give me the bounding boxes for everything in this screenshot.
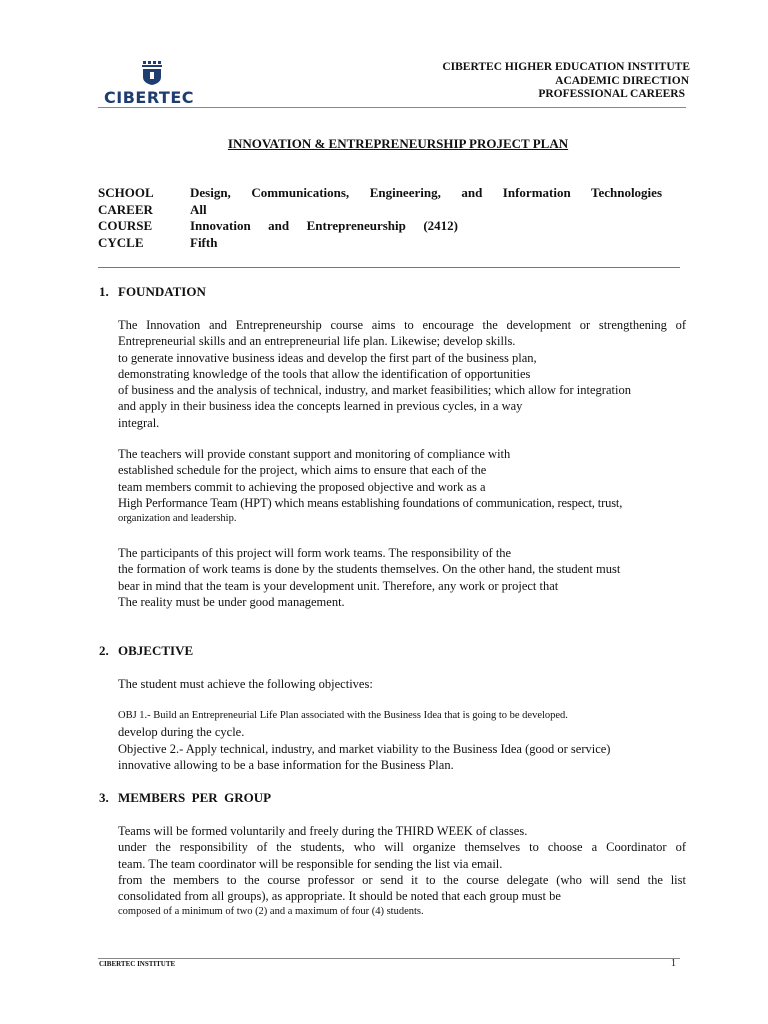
- info-row-school: [98, 185, 662, 202]
- text-line: organization and leadership.: [118, 513, 237, 525]
- text-line: team members commit to achieving the proposed objective and work as a: [118, 479, 486, 494]
- info-row-career: [98, 202, 662, 219]
- section-objective-heading: [99, 643, 193, 659]
- page-number: 1: [671, 958, 676, 969]
- text-line: High Performance Team (HPT) which means establishing foundations of communication, respect, trust,: [118, 495, 623, 510]
- course-value: Innovation and Entrepreneurship (2412): [190, 218, 458, 233]
- career-label: CAREER: [98, 201, 153, 217]
- text-line: established schedule for the project, which aims to ensure that each of the: [118, 463, 487, 478]
- info-divider: [98, 267, 680, 268]
- text-line: bear in mind that the team is your development unit. Therefore, any work or project that: [118, 578, 559, 593]
- document-title: INNOVATION & ENTREPRENEURSHIP PROJECT PLAN: [227, 136, 569, 151]
- text-line: composed of a minimum of two (2) and a maximum of four (4) students.: [118, 906, 424, 918]
- school-label: SCHOOL: [98, 185, 154, 200]
- institute-name: CIBERTEC HIGHER EDUCATION INSTITUTE: [442, 61, 690, 73]
- section-number: 3.: [99, 790, 109, 805]
- professional-careers: PROFESSIONAL CAREERS: [538, 88, 685, 100]
- text-line: and apply in their business idea the concepts learned in previous cycles, in a way: [118, 399, 523, 414]
- foundation-paragraph-1: [118, 317, 686, 431]
- objective-2-line-1: Objective 2.- Apply technical, industry, and market viability to the Business Idea (good or service): [118, 741, 611, 756]
- info-row-cycle: [98, 235, 662, 252]
- objective-1-line-2: develop during the cycle.: [118, 725, 245, 740]
- text-line: demonstrating knowledge of the tools that allow the identification of opportunities: [118, 366, 531, 381]
- text-line: Entrepreneurial skills and an entrepreneurial life plan. Likewise; develop skills.: [118, 334, 516, 349]
- objective-intro: [118, 676, 686, 692]
- text-line: The student must achieve the following objectives:: [118, 677, 373, 691]
- header-divider: [98, 107, 686, 108]
- castle-icon: [140, 60, 164, 86]
- text-line: The reality must be under good management.: [118, 594, 345, 609]
- text-line: The participants of this project will form work teams. The responsibility of the: [118, 546, 512, 560]
- text-line: consolidated from all groups), as appropriate. It should be noted that each group must be: [118, 889, 561, 904]
- text-line: to generate innovative business ideas and develop the first part of the business plan,: [118, 350, 537, 365]
- members-paragraph: [118, 823, 686, 921]
- objective-2-line-2: innovative allowing to be a base information for the Business Plan.: [118, 757, 454, 772]
- foundation-paragraph-3: [118, 545, 686, 610]
- foundation-paragraph-2: [118, 446, 686, 527]
- course-label: COURSE: [98, 218, 153, 233]
- text-line: Teams will be formed voluntarily and freely during the THIRD WEEK of classes.: [118, 824, 528, 838]
- text-line: of business and the analysis of technical, industry, and market feasibilities; which allow for integration: [118, 383, 631, 398]
- text-line: The Innovation and Entrepreneurship course aims to encourage the development or strengthening of: [118, 318, 686, 332]
- text-line: team. The team coordinator will be responsible for sending the list via email.: [118, 856, 503, 871]
- section-number: 2.: [99, 643, 109, 658]
- cycle-label: CYCLE: [98, 234, 144, 250]
- academic-direction: ACADEMIC DIRECTION: [555, 74, 689, 87]
- footer-institute: CIBERTEC INSTITUTE: [99, 960, 176, 968]
- footer-divider: [98, 958, 680, 959]
- info-row-course: [98, 218, 662, 235]
- section-title: OBJECTIVE: [118, 643, 194, 658]
- section-title: FOUNDATION: [118, 284, 206, 299]
- section-number: 1.: [99, 284, 109, 299]
- text-line: integral.: [118, 415, 160, 430]
- section-members-heading: [99, 790, 271, 806]
- logo-wordmark: CIBERTEC: [104, 88, 195, 107]
- section-title: MEMBERS PER GROUP: [118, 790, 272, 805]
- header-institution: [442, 61, 690, 102]
- text-line: The teachers will provide constant support and monitoring of compliance with: [118, 447, 511, 461]
- career-value: All: [190, 201, 207, 217]
- course-info: [98, 185, 662, 251]
- cycle-value: Fifth: [190, 234, 218, 250]
- text-line: the formation of work teams is done by the students themselves. On the other hand, the student must: [118, 562, 621, 577]
- section-foundation-heading: [99, 284, 206, 300]
- cibertec-logo: [100, 60, 210, 110]
- text-line: from the members to the course professor or send it to the course delegate (who will send the list: [118, 872, 686, 887]
- text-line: under the responsibility of the students, who will organize themselves to choose a Coordinator of: [118, 840, 686, 855]
- objective-list: [118, 708, 686, 773]
- school-value: Design, Communications, Engineering, and Information Technologies: [190, 185, 662, 200]
- objective-1-line-1: OBJ 1.- Build an Entrepreneurial Life Plan associated with the Business Idea that is going to be developed.: [118, 710, 568, 721]
